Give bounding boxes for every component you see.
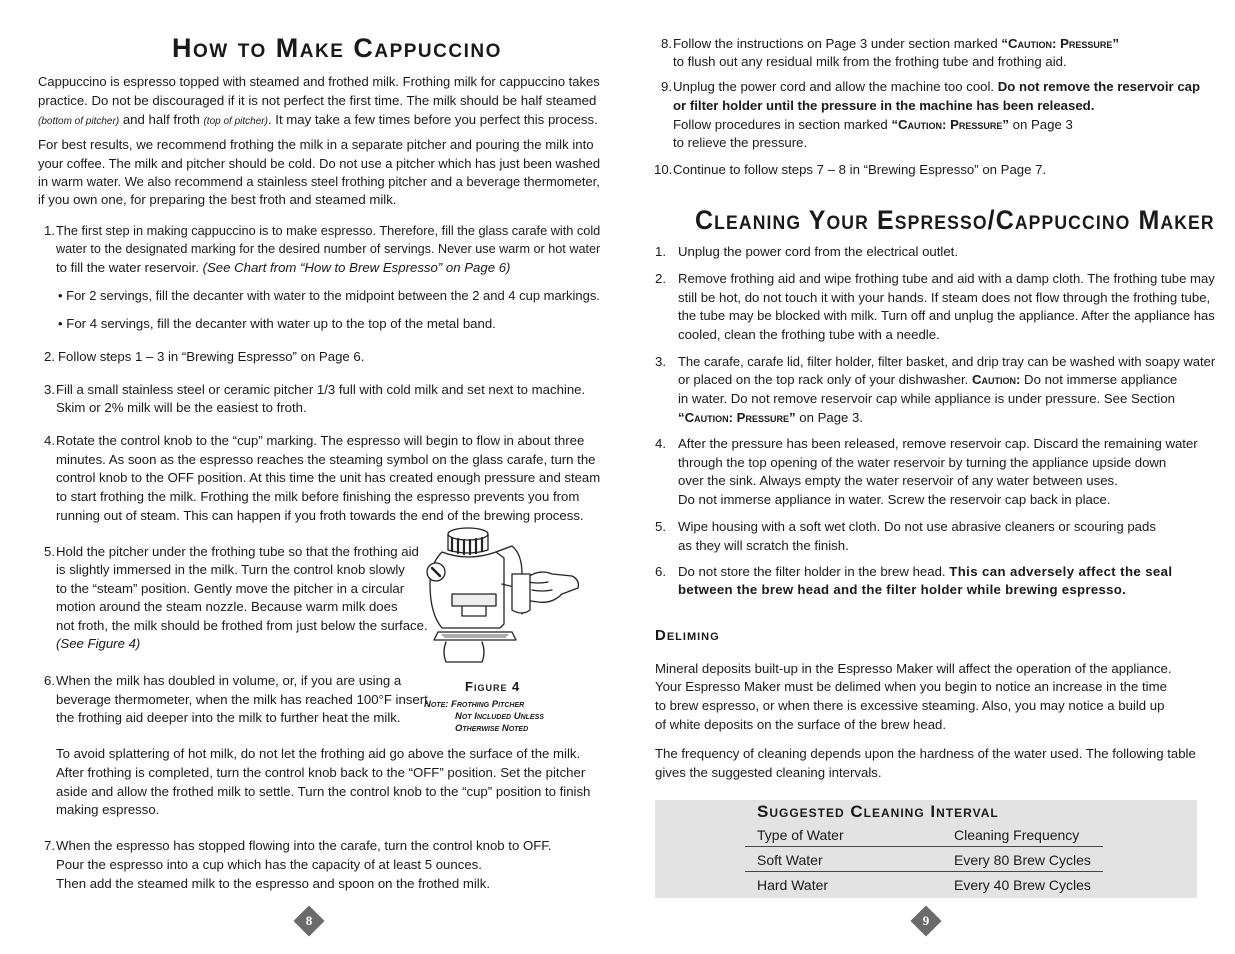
table-cell: Hard Water [757,877,829,893]
step-line: After the pressure has been released, remove reservoir cap. Discard the remaining water [678,436,1198,451]
step-line: The carafe, carafe lid, filter holder, filter basket, and drip tray can be washed with soapy water [678,354,1216,369]
step-number: 6. [44,673,55,688]
left-page [0,0,617,954]
step-line: Rotate the control knob to the “cup” marking. The espresso will begin to flow in about three [56,433,585,448]
step-line: cooled, clean the frothing tube with a needle. [678,327,940,342]
step-number: 4. [655,436,666,451]
step-line: motion around the steam nozzle. Because warm milk does [56,599,398,614]
section-title: Cleaning Your Espresso/Cappuccino Maker [695,205,1215,235]
step-line: Do not store the filter holder in the brew head. This can adversely affect the seal [678,564,1173,579]
step-number: 9. [661,79,672,94]
para-line: Mineral deposits built-up in the Espresso Maker will affect the operation of the appliance. [655,661,1172,676]
step-line: Continue to follow steps 7 – 8 in “Brewing Espresso” on Page 7. [673,162,1047,177]
para-line: For best results, we recommend frothing the milk in a separate pitcher and pouring the milk into [38,137,594,152]
step-line: “Caution: Pressure” on Page 3. [678,410,864,425]
para-line: your coffee. The milk and pitcher should be cold. Do not use a pitcher which has just been washed [38,156,601,171]
table-title: Suggested Cleaning Interval [757,802,999,821]
figure-title: Figure 4 [465,679,521,694]
step-line: through the top opening of the water reservoir by turning the appliance upside down [678,455,1167,470]
step-line: the frothing aid deeper into the milk to further heat the milk. [56,710,401,725]
step-line: or placed on the top rack only of your dishwasher. Caution: Do not immerse appliance [678,372,1178,387]
step-line: control knob to the OFF position. At this time the unit has created enough pressure and steam [56,470,601,485]
step-line: to fill the water reservoir. (See Chart from “How to Brew Espresso” on Page 6) [56,260,511,275]
step-line: Follow the instructions on Page 3 under section marked “Caution: Pressure” [673,36,1119,51]
page-title: How to Make Cappuccino [172,33,502,63]
table-header: Cleaning Frequency [954,827,1080,843]
step-number: 3. [44,382,55,397]
cleaning-interval-table [655,800,1197,898]
table-cell: Every 80 Brew Cycles [954,852,1091,868]
para-line: aside and allow the frothed milk to settle. Turn the control knob to the “cup” position to finish [56,784,591,799]
step-line: Unplug the power cord from the electrical outlet. [678,244,959,259]
step-line: over the sink. Always empty the water reservoir of any water between uses. [678,473,1118,488]
page-number: 9 [922,913,930,928]
table-header: Type of Water [757,827,844,843]
step-line: to relieve the pressure. [673,135,808,150]
para-line: The frequency of cleaning depends upon the hardness of the water used. The following table [655,746,1196,761]
step-number: 5. [655,519,666,534]
para-line: gives the suggested cleaning intervals. [655,765,882,780]
step-line: Pour the espresso into a cup which has the capacity of at least 5 ounces. [56,857,482,872]
step-number: 2. [655,271,666,286]
para-line: to brew espresso, or when there is excessive steaming. Also, you may notice a build up [655,698,1165,713]
intro-line: Cappuccino is espresso topped with steamed and frothed milk. Frothing milk for cappuccino takes [38,74,600,89]
para-line: if you own one, for preparing the best froth and steamed milk. [38,192,397,207]
subsection-title: Deliming [655,627,720,644]
para-line: Your Espresso Maker must be delimed when you begin to notice an increase in the time [655,679,1167,694]
step-line: Fill a small stainless steel or ceramic pitcher 1/3 full with cold milk and set next to machine. [56,382,586,397]
step-number: 10. [654,162,673,177]
table-cell: Soft Water [757,852,823,868]
intro-line: practice. Do not be discouraged if it is not perfect the first time. The milk should be half steamed [38,93,597,108]
step-line: Do not immerse appliance in water. Screw the reservoir cap back in place. [678,492,1111,507]
para-line: To avoid splattering of hot milk, do not let the frothing aid go above the surface of the milk. [56,746,581,761]
step-line: water to the designated marking for the desired number of servings. Never use warm or hot water [56,241,601,256]
step-number: 7. [44,838,55,853]
step-number: 5. [44,544,55,559]
step-line: the tube may be blocked with milk. Turn off and unplug the appliance. After the appliance has [678,308,1215,323]
figure-note-line: Note: Frothing Pitcher [424,699,525,710]
step-line: to flush out any residual milk from the frothing tube and frothing aid. [673,54,1067,69]
step-line: as they will scratch the finish. [678,538,849,553]
para-line: of white deposits on the surface of the brew head. [655,717,947,732]
step-number: 8. [661,36,672,51]
step-number: 4. [44,433,55,448]
para-line: making espresso. [56,802,160,817]
step-line: The first step in making cappuccino is to make espresso. Therefore, fill the glass carafe with cold [56,223,601,238]
figure-reference: (See Figure 4) [56,636,141,651]
step-line: is slightly immersed in the milk. Turn the control knob slowly [56,562,405,577]
step-number: 1. [655,244,666,259]
para-line: in warm water. We also recommend a stainless steel frothing pitcher and a beverage thermometer, [38,174,600,189]
step-line: still be hot, do not touch it with your hands. If steam does not flow through the frothing tube, [678,290,1211,305]
step-line: not froth, the milk should be frothed from just below the surface. [56,618,428,633]
bullet-item: • For 4 servings, fill the decanter with water up to the top of the metal band. [58,316,496,331]
step-line: When the milk has doubled in volume, or, if you are using a [56,673,402,688]
espresso-machine-figure [412,524,582,666]
step-number: 3. [655,354,666,369]
table-cell: Every 40 Brew Cycles [954,877,1091,893]
step-line: or filter holder until the pressure in the machine has been released. [673,98,1095,113]
table-divider [745,871,1103,872]
step-number: 6. [655,564,666,579]
intro-line: (bottom of pitcher) and half froth (top of pitcher). It may take a few times before you perfect this process. [38,112,598,127]
step-line: in water. Do not remove reservoir cap while appliance is under pressure. See Section [678,391,1175,406]
step-line: Remove frothing aid and wipe frothing tube and aid with a damp cloth. The frothing tube may [678,271,1215,286]
page-number: 8 [305,913,313,928]
figure-note-line: Not Included Unless [455,711,544,722]
step-line: Hold the pitcher under the frothing tube so that the frothing aid [56,544,419,559]
step-line: running out of steam. This can happen if you froth towards the end of the brewing process. [56,508,584,523]
step-line: minutes. As soon as the espresso reaches the steaming symbol on the glass carafe, turn the [56,452,596,467]
para-line: After frothing is completed, turn the control knob back to the “OFF” position. Set the pitcher [56,765,586,780]
step-line: Then add the steamed milk to the espresso and spoon on the frothed milk. [56,876,490,891]
step-line: to start frothing the milk. Frothing the milk before finishing the espresso prevents you from [56,489,580,504]
table-divider [745,846,1103,847]
step-line: between the brew head and the filter holder while brewing espresso. [678,582,1127,597]
step-number: 1. [44,223,55,238]
step-line: Unplug the power cord and allow the machine too cool. Do not remove the reservoir cap [673,79,1201,94]
step-line: Skim or 2% milk will be the easiest to froth. [56,400,307,415]
step-line: Wipe housing with a soft wet cloth. Do not use abrasive cleaners or scouring pads [678,519,1156,534]
step-line: Follow steps 1 – 3 in “Brewing Espresso” on Page 6. [58,349,365,364]
step-line: beverage thermometer, when the milk has reached 100°F insert [56,692,428,707]
step-line: to the “steam” position. Gently move the pitcher in a circular [56,581,405,596]
bullet-item: • For 2 servings, fill the decanter with water to the midpoint between the 2 and 4 cup markings. [58,288,600,303]
step-line: When the espresso has stopped flowing into the carafe, turn the control knob to OFF. [56,838,552,853]
step-line: Follow procedures in section marked “Caution: Pressure” on Page 3 [673,117,1073,132]
figure-note-line: Otherwise Noted [455,723,529,734]
step-number: 2. [44,349,55,364]
